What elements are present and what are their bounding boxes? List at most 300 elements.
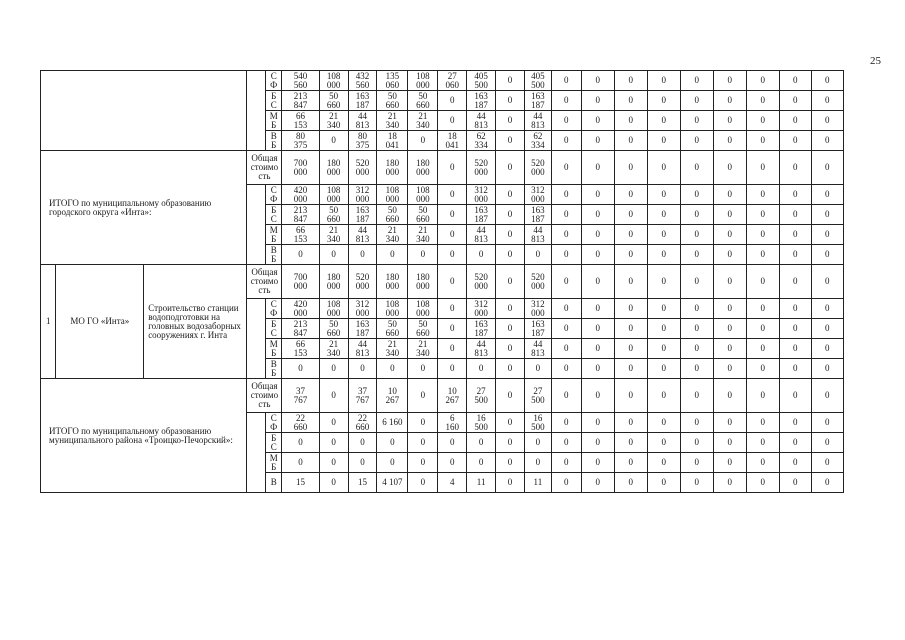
value-cell: 66 153: [282, 339, 319, 359]
value-cell: 0: [647, 299, 680, 319]
value-cell: 0: [581, 205, 614, 225]
value-cell: 108 000: [377, 299, 408, 319]
value-cell: 0: [614, 299, 647, 319]
value-cell: 0: [377, 453, 408, 473]
funding-source: С Ф: [265, 413, 282, 433]
value-cell: 405 500: [524, 71, 551, 91]
value-cell: 0: [319, 433, 348, 453]
value-cell: 312 000: [348, 299, 377, 319]
value-cell: 0: [713, 433, 746, 453]
budget-table: [40, 70, 876, 493]
value-cell: 312 000: [467, 185, 496, 205]
value-cell: 37 767: [282, 379, 319, 413]
value-cell: 0: [614, 111, 647, 131]
value-cell: 0: [496, 71, 525, 91]
value-cell: 0: [496, 111, 525, 131]
value-cell: 0: [467, 433, 496, 453]
value-cell: 0: [408, 245, 438, 265]
value-cell: 0: [496, 185, 525, 205]
value-cell: 420 000: [282, 185, 319, 205]
including-label: [247, 413, 266, 493]
value-cell: 0: [438, 111, 467, 131]
value-cell: 44 813: [348, 111, 377, 131]
value-cell: 0: [779, 473, 811, 493]
value-cell: 520 000: [348, 265, 377, 299]
value-cell: 213 847: [282, 91, 319, 111]
value-cell: 50 660: [319, 91, 348, 111]
value-cell: 312 000: [348, 185, 377, 205]
value-cell: 0: [614, 131, 647, 151]
value-cell: 0: [408, 433, 438, 453]
value-cell: 0: [581, 359, 614, 379]
value-cell: 0: [377, 245, 408, 265]
value-cell: 108 000: [408, 299, 438, 319]
value-cell: 0: [746, 245, 779, 265]
value-cell: 4 107: [377, 473, 408, 493]
value-cell: 0: [496, 225, 525, 245]
total-row: [41, 151, 876, 185]
value-cell: 0: [746, 433, 779, 453]
value-cell: 0: [581, 433, 614, 453]
value-cell: 21 340: [377, 111, 408, 131]
value-cell: 0: [551, 359, 581, 379]
value-cell: 0: [713, 319, 746, 339]
value-cell: 0: [746, 453, 779, 473]
value-cell: 0: [647, 453, 680, 473]
value-cell: 0: [811, 225, 843, 245]
value-cell: 0: [551, 151, 581, 185]
value-cell: 312 000: [467, 299, 496, 319]
value-cell: 0: [438, 265, 467, 299]
value-cell: 0: [647, 379, 680, 413]
value-cell: 0: [438, 339, 467, 359]
value-cell: 0: [779, 131, 811, 151]
page-number: 25: [870, 55, 881, 67]
value-cell: 0: [614, 433, 647, 453]
value-cell: 0: [680, 359, 713, 379]
value-cell: 0: [779, 319, 811, 339]
value-cell: 0: [811, 299, 843, 319]
project-name: Строительство станции водоподготовки на головных водозаборных сооружениях г. Инта: [144, 265, 247, 379]
value-cell: 0: [713, 473, 746, 493]
value-cell: 0: [713, 71, 746, 91]
value-cell: 0: [680, 379, 713, 413]
value-cell: 0: [713, 299, 746, 319]
value-cell: 0: [647, 319, 680, 339]
value-cell: 0: [551, 111, 581, 131]
value-cell: 0: [713, 379, 746, 413]
value-cell: 0: [647, 185, 680, 205]
value-cell: 0: [779, 91, 811, 111]
value-cell: 0: [614, 379, 647, 413]
value-cell: 0: [746, 359, 779, 379]
value-cell: 50 660: [377, 319, 408, 339]
total-cost-label: Общая стоимо сть: [247, 151, 282, 185]
value-cell: 0: [551, 131, 581, 151]
value-cell: 0: [614, 453, 647, 473]
value-cell: 0: [680, 245, 713, 265]
value-cell: 0: [408, 379, 438, 413]
value-cell: 44 813: [524, 339, 551, 359]
value-cell: 0: [348, 359, 377, 379]
value-cell: 21 340: [319, 339, 348, 359]
value-cell: 0: [746, 339, 779, 359]
value-cell: 108 000: [377, 185, 408, 205]
value-cell: 21 340: [408, 225, 438, 245]
value-cell: 0: [746, 91, 779, 111]
funding-source: Б С: [265, 91, 282, 111]
value-cell: 0: [811, 473, 843, 493]
value-cell: 520 000: [467, 265, 496, 299]
value-cell: 0: [680, 131, 713, 151]
value-cell: 0: [746, 225, 779, 245]
value-cell: 163 187: [348, 205, 377, 225]
value-cell: 0: [713, 205, 746, 225]
value-cell: 0: [581, 339, 614, 359]
value-cell: 108 000: [319, 185, 348, 205]
value-cell: 0: [348, 433, 377, 453]
value-cell: 0: [647, 225, 680, 245]
value-cell: 0: [779, 185, 811, 205]
funding-source: М Б: [265, 111, 282, 131]
value-cell: 15: [348, 473, 377, 493]
value-cell: 50 660: [377, 91, 408, 111]
value-cell: 27 060: [438, 71, 467, 91]
value-cell: 0: [551, 319, 581, 339]
value-cell: 62 334: [467, 131, 496, 151]
value-cell: 0: [614, 413, 647, 433]
value-cell: 0: [551, 71, 581, 91]
value-cell: 405 500: [467, 71, 496, 91]
value-cell: 50 660: [319, 205, 348, 225]
value-cell: 0: [438, 91, 467, 111]
value-cell: 520 000: [524, 151, 551, 185]
value-cell: 0: [496, 131, 525, 151]
value-cell: 0: [746, 71, 779, 91]
value-cell: 0: [496, 339, 525, 359]
funding-source: М Б: [265, 225, 282, 245]
value-cell: 0: [779, 339, 811, 359]
value-cell: 0: [614, 359, 647, 379]
value-cell: 0: [551, 91, 581, 111]
value-cell: 0: [647, 339, 680, 359]
value-cell: 21 340: [319, 111, 348, 131]
funding-source: С Ф: [265, 71, 282, 91]
value-cell: 0: [647, 245, 680, 265]
value-cell: 80 375: [348, 131, 377, 151]
funding-source: Б С: [265, 205, 282, 225]
value-cell: 0: [746, 205, 779, 225]
value-cell: 0: [647, 205, 680, 225]
value-cell: 0: [319, 131, 348, 151]
value-cell: 0: [438, 299, 467, 319]
value-cell: 180 000: [377, 265, 408, 299]
value-cell: 312 000: [524, 185, 551, 205]
value-cell: 0: [713, 339, 746, 359]
value-cell: 0: [713, 413, 746, 433]
value-cell: 44 813: [348, 225, 377, 245]
value-cell: 0: [713, 91, 746, 111]
value-cell: 0: [779, 413, 811, 433]
row-number: 1: [41, 265, 56, 379]
value-cell: 0: [551, 299, 581, 319]
value-cell: 0: [551, 433, 581, 453]
value-cell: 0: [319, 453, 348, 473]
value-cell: 0: [581, 151, 614, 185]
value-cell: 0: [811, 379, 843, 413]
block-label: [41, 71, 247, 151]
value-cell: 0: [680, 413, 713, 433]
value-cell: 163 187: [348, 91, 377, 111]
value-cell: 0: [282, 245, 319, 265]
value-cell: 0: [496, 205, 525, 225]
value-cell: 0: [811, 91, 843, 111]
value-cell: 700 000: [282, 265, 319, 299]
value-cell: 0: [496, 265, 525, 299]
value-cell: 163 187: [467, 205, 496, 225]
value-cell: 0: [467, 359, 496, 379]
value-cell: 6 160: [377, 413, 408, 433]
value-cell: 180 000: [377, 151, 408, 185]
value-cell: 0: [467, 453, 496, 473]
value-cell: 0: [811, 245, 843, 265]
value-cell: 0: [811, 151, 843, 185]
total-row: [41, 379, 876, 413]
value-cell: 0: [811, 265, 843, 299]
value-cell: 0: [496, 151, 525, 185]
value-cell: 135 060: [377, 71, 408, 91]
value-cell: 62 334: [524, 131, 551, 151]
value-cell: 0: [680, 265, 713, 299]
funding-source: С Ф: [265, 185, 282, 205]
organization-name: МО ГО «Инта»: [56, 265, 144, 379]
value-cell: 0: [496, 413, 525, 433]
value-cell: 0: [746, 111, 779, 131]
value-cell: 0: [581, 265, 614, 299]
value-cell: 50 660: [377, 205, 408, 225]
value-cell: 0: [746, 131, 779, 151]
total-row: [41, 265, 876, 299]
value-cell: 0: [680, 91, 713, 111]
including-label: [247, 185, 266, 265]
value-cell: 0: [680, 339, 713, 359]
value-cell: 0: [779, 379, 811, 413]
value-cell: 15: [282, 473, 319, 493]
value-cell: 108 000: [408, 185, 438, 205]
value-cell: 0: [713, 453, 746, 473]
value-cell: 0: [811, 433, 843, 453]
value-cell: 0: [680, 299, 713, 319]
value-cell: 0: [319, 473, 348, 493]
value-cell: 44 813: [467, 339, 496, 359]
value-cell: 0: [496, 245, 525, 265]
value-cell: 520 000: [467, 151, 496, 185]
value-cell: 312 000: [524, 299, 551, 319]
value-cell: 0: [467, 245, 496, 265]
value-cell: 0: [282, 433, 319, 453]
value-cell: 0: [811, 205, 843, 225]
value-cell: 0: [551, 205, 581, 225]
value-cell: 0: [779, 453, 811, 473]
value-cell: 11: [467, 473, 496, 493]
value-cell: 0: [551, 225, 581, 245]
value-cell: 163 187: [524, 205, 551, 225]
value-cell: 0: [779, 71, 811, 91]
value-cell: 0: [614, 151, 647, 185]
value-cell: 0: [713, 111, 746, 131]
value-cell: 0: [811, 339, 843, 359]
value-cell: 21 340: [377, 339, 408, 359]
value-cell: 0: [779, 433, 811, 453]
block-label: ИТОГО по муниципальному образованию городского округа «Инта»:: [41, 151, 247, 265]
value-cell: 520 000: [524, 265, 551, 299]
funding-source: Б С: [265, 433, 282, 453]
value-cell: 18 041: [438, 131, 467, 151]
value-cell: 163 187: [524, 91, 551, 111]
value-cell: 0: [811, 413, 843, 433]
value-cell: 0: [811, 319, 843, 339]
value-cell: 27 500: [524, 379, 551, 413]
value-cell: 0: [614, 245, 647, 265]
value-cell: 0: [811, 131, 843, 151]
value-cell: 0: [319, 359, 348, 379]
value-cell: 0: [647, 359, 680, 379]
value-cell: 0: [779, 151, 811, 185]
value-cell: 0: [581, 71, 614, 91]
value-cell: 0: [779, 111, 811, 131]
value-cell: 0: [408, 359, 438, 379]
value-cell: 50 660: [408, 319, 438, 339]
including-label: [247, 299, 266, 379]
value-cell: 0: [713, 151, 746, 185]
value-cell: 0: [496, 319, 525, 339]
value-cell: 180 000: [408, 151, 438, 185]
value-cell: 0: [319, 413, 348, 433]
value-cell: 0: [581, 473, 614, 493]
value-cell: 0: [680, 205, 713, 225]
value-cell: 0: [581, 185, 614, 205]
value-cell: 0: [647, 433, 680, 453]
value-cell: 0: [680, 433, 713, 453]
value-cell: 0: [408, 473, 438, 493]
value-cell: 0: [713, 131, 746, 151]
value-cell: 0: [438, 151, 467, 185]
value-cell: 420 000: [282, 299, 319, 319]
value-cell: 180 000: [319, 151, 348, 185]
value-cell: 0: [647, 91, 680, 111]
value-cell: 540 560: [282, 71, 319, 91]
value-cell: 0: [496, 359, 525, 379]
value-cell: 0: [811, 111, 843, 131]
value-cell: 0: [614, 265, 647, 299]
value-cell: 22 660: [282, 413, 319, 433]
value-cell: 0: [647, 265, 680, 299]
value-cell: 27 500: [467, 379, 496, 413]
value-cell: 0: [551, 379, 581, 413]
value-cell: 0: [647, 71, 680, 91]
total-cost-label: Общая стоимо сть: [247, 379, 282, 413]
funding-source: В Б: [265, 131, 282, 151]
value-cell: 0: [713, 185, 746, 205]
value-cell: 0: [319, 245, 348, 265]
value-cell: 21 340: [408, 111, 438, 131]
value-cell: 44 813: [467, 225, 496, 245]
value-cell: 66 153: [282, 225, 319, 245]
value-cell: 0: [581, 379, 614, 413]
value-cell: 0: [282, 453, 319, 473]
value-cell: 0: [811, 453, 843, 473]
value-cell: 10 267: [377, 379, 408, 413]
value-cell: 0: [614, 185, 647, 205]
value-cell: 44 813: [524, 225, 551, 245]
value-cell: 4: [438, 473, 467, 493]
value-cell: 44 813: [348, 339, 377, 359]
value-cell: 0: [779, 245, 811, 265]
block-label: ИТОГО по муниципальному образованию муниципального района «Троицко-Печорский»:: [41, 379, 247, 493]
value-cell: 0: [680, 319, 713, 339]
value-cell: 0: [713, 225, 746, 245]
value-cell: 0: [496, 453, 525, 473]
value-cell: 0: [438, 319, 467, 339]
value-cell: 0: [581, 299, 614, 319]
value-cell: 0: [496, 379, 525, 413]
value-cell: 0: [551, 339, 581, 359]
value-cell: 0: [408, 413, 438, 433]
value-cell: 0: [581, 413, 614, 433]
value-cell: 0: [438, 359, 467, 379]
value-cell: 0: [746, 413, 779, 433]
value-cell: 0: [811, 359, 843, 379]
funding-source: В: [265, 473, 282, 493]
value-cell: 0: [524, 453, 551, 473]
value-cell: 163 187: [467, 319, 496, 339]
value-cell: 0: [647, 131, 680, 151]
value-cell: 0: [551, 265, 581, 299]
value-cell: 0: [779, 265, 811, 299]
funding-source: Б С: [265, 319, 282, 339]
value-cell: 0: [408, 453, 438, 473]
value-cell: 0: [348, 245, 377, 265]
value-cell: 66 153: [282, 111, 319, 131]
value-cell: 0: [746, 319, 779, 339]
value-cell: 0: [713, 245, 746, 265]
funding-source: В Б: [265, 359, 282, 379]
value-cell: 0: [551, 245, 581, 265]
value-cell: 50 660: [408, 205, 438, 225]
value-cell: 0: [811, 185, 843, 205]
value-cell: 0: [496, 91, 525, 111]
value-cell: 0: [438, 453, 467, 473]
value-cell: 432 560: [348, 71, 377, 91]
value-cell: 0: [581, 225, 614, 245]
value-cell: 0: [524, 245, 551, 265]
value-cell: 0: [551, 473, 581, 493]
value-cell: 163 187: [348, 319, 377, 339]
funding-source: М Б: [265, 453, 282, 473]
value-cell: 80 375: [282, 131, 319, 151]
value-cell: 0: [496, 473, 525, 493]
value-cell: 163 187: [467, 91, 496, 111]
value-cell: 0: [680, 151, 713, 185]
value-cell: 0: [614, 225, 647, 245]
value-cell: 0: [581, 91, 614, 111]
value-cell: 0: [581, 111, 614, 131]
value-cell: 0: [581, 131, 614, 151]
value-cell: 44 813: [524, 111, 551, 131]
value-cell: 0: [614, 473, 647, 493]
value-cell: 0: [614, 91, 647, 111]
value-cell: 0: [746, 299, 779, 319]
